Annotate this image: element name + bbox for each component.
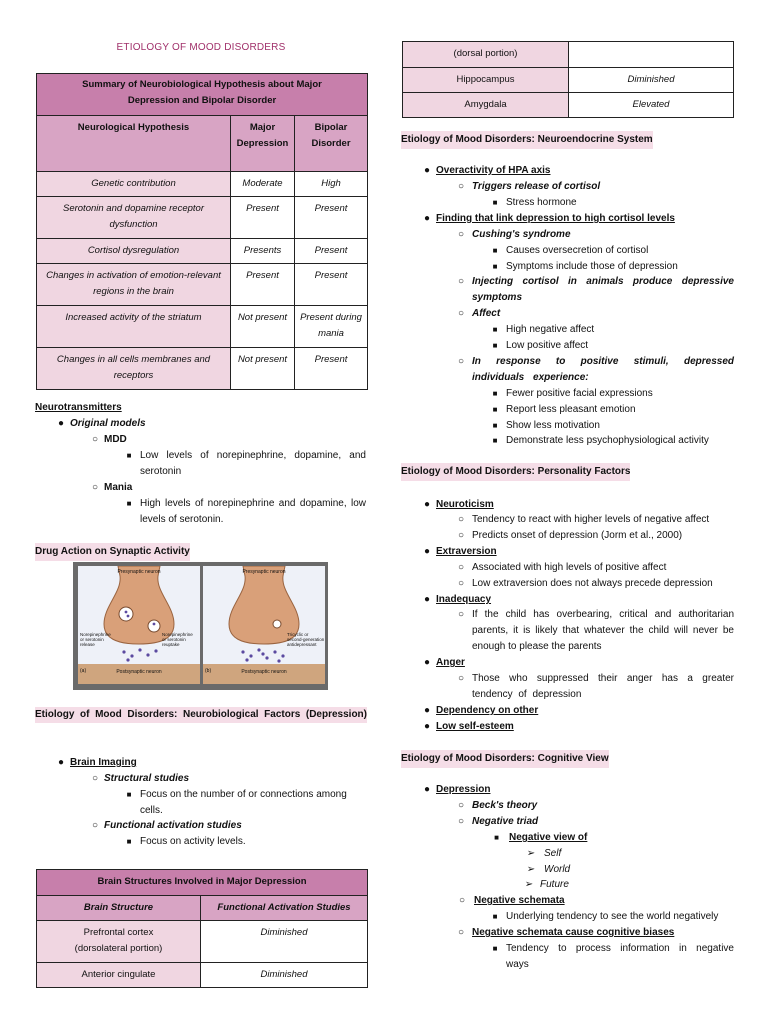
list-item: Associated with high levels of positive affect bbox=[472, 562, 667, 573]
arrow-bullet-icon: ➢ bbox=[524, 879, 534, 890]
table-cell: Present bbox=[295, 264, 368, 306]
list-item: Underlying tendency to see the world negatively bbox=[506, 911, 719, 922]
square-bullet-icon: ■ bbox=[494, 833, 499, 842]
list-item: Low positive affect bbox=[506, 340, 589, 351]
list-item: Low extraversion does not always precede depression bbox=[472, 578, 713, 589]
list-item: Mania bbox=[104, 482, 133, 493]
table-cell: Diminished bbox=[201, 963, 368, 988]
circle-bullet-icon: ○ bbox=[91, 820, 99, 831]
table-header: Functional Activation Studies bbox=[201, 896, 368, 921]
neuroendocrine-heading: Etiology of Mood Disorders: Neuroendocrine System bbox=[401, 131, 653, 149]
circle-bullet-icon: ○ bbox=[457, 562, 465, 573]
circle-bullet-icon: ○ bbox=[457, 356, 465, 367]
list-item: Functional activation studies bbox=[104, 820, 242, 831]
list-item: Tendency to react with higher levels of negative affect bbox=[472, 514, 710, 525]
table-header: Brain Structure bbox=[37, 896, 201, 921]
list-item: High negative affect bbox=[506, 324, 595, 335]
table-cell: Changes in all cells membranes and receptors bbox=[37, 348, 231, 390]
circle-bullet-icon: ○ bbox=[457, 816, 465, 827]
figure-label: Postsynaptic neuron bbox=[241, 669, 287, 675]
list-item: Predicts onset of depression (Jorm et al., 2000) bbox=[472, 530, 683, 541]
table-cell: Not present bbox=[231, 348, 295, 390]
list-item: Extraversion bbox=[436, 546, 497, 557]
square-bullet-icon: ■ bbox=[492, 405, 498, 414]
figure-label: (b) bbox=[205, 668, 212, 674]
list-item: Negative triad bbox=[472, 816, 539, 827]
square-bullet-icon: ■ bbox=[126, 499, 132, 508]
table-cell: Present bbox=[231, 197, 295, 239]
square-bullet-icon: ■ bbox=[492, 389, 498, 398]
list-item: Anger bbox=[436, 657, 465, 668]
circle-bullet-icon: ○ bbox=[457, 530, 465, 541]
bullet-icon: ● bbox=[423, 546, 431, 557]
list-item: Cushing's syndrome bbox=[472, 229, 571, 240]
bullet-icon: ● bbox=[423, 594, 431, 605]
bullet-icon: ● bbox=[423, 165, 431, 176]
page-title: ETIOLOGY OF MOOD DISORDERS bbox=[116, 42, 286, 53]
figure-label: Norepinephrine or serotonin reuptake bbox=[162, 632, 193, 647]
list-item: Dependency on other bbox=[436, 705, 539, 716]
cognitive-heading: Etiology of Mood Disorders: Cognitive View bbox=[401, 750, 609, 768]
table-cell: Present bbox=[231, 264, 295, 306]
list-item: Tendency to process information in negative ways bbox=[506, 943, 734, 970]
table-cell: Increased activity of the striatum bbox=[37, 306, 231, 348]
arrow-bullet-icon: ➢ bbox=[526, 864, 536, 875]
list-item: Negative view of bbox=[509, 832, 588, 843]
table-cell: Present bbox=[295, 348, 368, 390]
brain-structures-caption: Brain Structures Involved in Major Depression bbox=[37, 870, 368, 896]
bullet-icon: ● bbox=[57, 418, 65, 429]
square-bullet-icon: ■ bbox=[492, 246, 498, 255]
circle-bullet-icon: ○ bbox=[457, 514, 465, 525]
square-bullet-icon: ■ bbox=[492, 262, 498, 271]
list-item: Demonstrate less psychophysiological activity bbox=[506, 435, 709, 446]
table-cell: Serotonin and dopamine receptor dysfunction bbox=[37, 197, 231, 239]
square-bullet-icon: ■ bbox=[492, 421, 498, 430]
table-cell: Presents bbox=[231, 239, 295, 264]
list-item: Neuroticism bbox=[436, 499, 494, 510]
figure-label: Presynaptic neuron bbox=[117, 569, 161, 575]
circle-bullet-icon: ○ bbox=[457, 578, 465, 589]
circle-bullet-icon: ○ bbox=[91, 773, 99, 784]
list-item: MDD bbox=[104, 434, 127, 445]
list-item: Beck's theory bbox=[472, 800, 538, 811]
bullet-icon: ● bbox=[423, 657, 431, 668]
square-bullet-icon: ■ bbox=[492, 912, 498, 921]
list-item: Brain Imaging bbox=[70, 757, 137, 768]
circle-bullet-icon: ○ bbox=[457, 927, 465, 938]
circle-bullet-icon: ○ bbox=[91, 482, 99, 493]
list-item: World bbox=[544, 864, 571, 875]
list-item: Those who suppressed their anger has a greater tendency of depression bbox=[472, 673, 734, 700]
brain-structures-table-continued bbox=[402, 41, 734, 118]
table-cell: Cortisol dysregulation bbox=[37, 239, 231, 264]
list-item: Overactivity of HPA axis bbox=[436, 165, 551, 176]
list-item: Negative schemata cause cognitive biases bbox=[472, 927, 675, 938]
hypothesis-table bbox=[36, 73, 368, 390]
list-item: Inadequacy bbox=[436, 594, 492, 605]
synapse-figure bbox=[73, 562, 328, 690]
table-header: Major Depression bbox=[231, 116, 295, 172]
figure-label: Norepinephrine or serotonin release bbox=[80, 632, 111, 647]
square-bullet-icon: ■ bbox=[492, 944, 498, 953]
table-cell: High bbox=[295, 172, 368, 197]
table-cell: Changes in activation of emotion-relevant regions in the brain bbox=[37, 264, 231, 306]
arrow-bullet-icon: ➢ bbox=[526, 848, 536, 859]
circle-bullet-icon: ○ bbox=[457, 609, 465, 620]
bullet-icon: ● bbox=[423, 705, 431, 716]
list-item: If the child has overbearing, critical and authoritarian parents, it is likely that whatever the child will never be enough to please the parents bbox=[472, 609, 734, 652]
brain-structures-table bbox=[36, 869, 368, 988]
hypothesis-table-caption: Summary of Neurobiological Hypothesis about Major Depression and Bipolar Disorder bbox=[37, 74, 368, 116]
table-cell: Diminished bbox=[569, 68, 734, 93]
circle-bullet-icon: ○ bbox=[458, 895, 466, 906]
drug-action-heading: Drug Action on Synaptic Activity bbox=[35, 543, 190, 561]
table-cell: Diminished bbox=[201, 921, 368, 963]
table-cell: Present bbox=[295, 197, 368, 239]
bullet-icon: ● bbox=[423, 213, 431, 224]
neurotransmitters-heading: Neurotransmitters bbox=[35, 402, 122, 413]
list-item: Future bbox=[540, 879, 569, 890]
circle-bullet-icon: ○ bbox=[457, 800, 465, 811]
circle-bullet-icon: ○ bbox=[457, 229, 465, 240]
table-cell bbox=[569, 42, 734, 68]
table-cell: Anterior cingulate bbox=[37, 963, 201, 988]
list-item: Show less motivation bbox=[506, 420, 600, 431]
square-bullet-icon: ■ bbox=[126, 837, 132, 846]
list-item: Fewer positive facial expressions bbox=[506, 388, 653, 399]
synapse-panel-a bbox=[78, 566, 200, 684]
list-item: Triggers release of cortisol bbox=[472, 181, 601, 192]
table-cell: Genetic contribution bbox=[37, 172, 231, 197]
square-bullet-icon: ■ bbox=[492, 325, 498, 334]
neurobio-heading: Etiology of Mood Disorders: Neurobiological Factors (Depression) bbox=[35, 707, 367, 723]
table-cell: Moderate bbox=[231, 172, 295, 197]
list-item: Depression bbox=[436, 784, 491, 795]
list-item: Symptoms include those of depression bbox=[506, 261, 678, 272]
square-bullet-icon: ■ bbox=[492, 341, 498, 350]
personality-heading: Etiology of Mood Disorders: Personality Factors bbox=[401, 463, 630, 481]
figure-label: Presynaptic neuron bbox=[242, 569, 286, 575]
list-item: Negative schemata bbox=[474, 895, 565, 906]
square-bullet-icon: ■ bbox=[492, 198, 498, 207]
list-item: Report less pleasant emotion bbox=[506, 404, 636, 415]
list-item: Causes oversecretion of cortisol bbox=[506, 245, 649, 256]
square-bullet-icon: ■ bbox=[492, 436, 498, 445]
figure-label: (a) bbox=[80, 668, 87, 674]
square-bullet-icon: ■ bbox=[126, 790, 132, 799]
list-item: Original models bbox=[70, 418, 146, 429]
table-cell: Not present bbox=[231, 306, 295, 348]
list-item: Finding that link depression to high cortisol levels bbox=[436, 213, 675, 224]
list-item: Injecting cortisol in animals produce depressive symptoms bbox=[472, 276, 734, 303]
bullet-icon: ● bbox=[423, 721, 431, 732]
table-cell: Prefrontal cortex (dorsolateral portion) bbox=[37, 921, 201, 963]
list-item: Structural studies bbox=[104, 773, 190, 784]
circle-bullet-icon: ○ bbox=[457, 181, 465, 192]
list-item: Low self-esteem bbox=[436, 721, 514, 732]
table-cell: Present bbox=[295, 239, 368, 264]
list-item: Low levels of norepinephrine, dopamine, and serotonin bbox=[140, 450, 366, 477]
bullet-icon: ● bbox=[423, 499, 431, 510]
table-cell: Present during mania bbox=[295, 306, 368, 348]
figure-label: Postsynaptic neuron bbox=[116, 669, 162, 675]
list-item: Self bbox=[544, 848, 562, 859]
table-header: Bipolar Disorder bbox=[295, 116, 368, 172]
list-item: Stress hormone bbox=[506, 197, 577, 208]
figure-label: Tricyclic or second-generation antidepressant bbox=[287, 632, 325, 647]
synapse-panel-b bbox=[203, 566, 325, 684]
list-item: Focus on activity levels. bbox=[140, 836, 246, 847]
circle-bullet-icon: ○ bbox=[91, 434, 99, 445]
table-cell: (dorsal portion) bbox=[403, 42, 569, 68]
list-item: Focus on the number of or connections among cells. bbox=[140, 789, 347, 816]
bullet-icon: ● bbox=[423, 784, 431, 795]
list-item: High levels of norepinephrine and dopamine, low levels of serotonin. bbox=[140, 498, 366, 525]
circle-bullet-icon: ○ bbox=[457, 308, 465, 319]
bullet-icon: ● bbox=[57, 757, 65, 768]
table-cell: Elevated bbox=[569, 93, 734, 118]
table-cell: Hippocampus bbox=[403, 68, 569, 93]
list-item: Affect bbox=[472, 308, 501, 319]
list-item: In response to positive stimuli, depressed individuals experience: bbox=[472, 356, 734, 383]
circle-bullet-icon: ○ bbox=[457, 673, 465, 684]
square-bullet-icon: ■ bbox=[126, 451, 132, 460]
circle-bullet-icon: ○ bbox=[457, 276, 465, 287]
table-cell: Amygdala bbox=[403, 93, 569, 118]
table-header: Neurological Hypothesis bbox=[37, 116, 231, 172]
